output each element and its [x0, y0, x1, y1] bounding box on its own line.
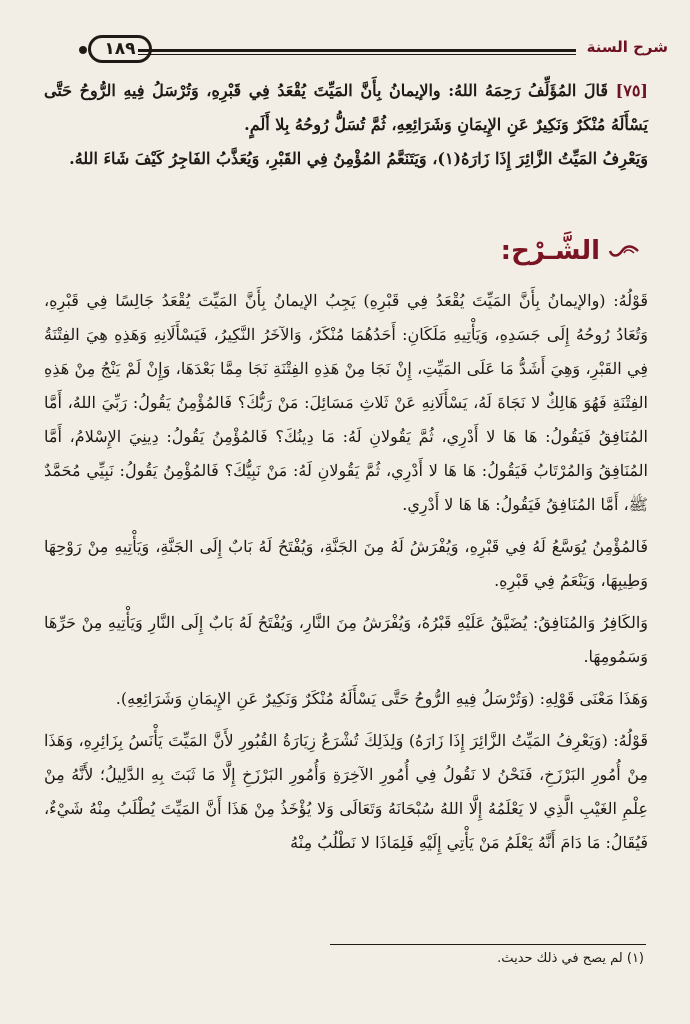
page-header [78, 30, 668, 70]
page-number: ١٨٩ [88, 35, 152, 63]
matn-paragraph-1 [44, 74, 648, 142]
ornament-icon [608, 244, 640, 258]
sharh-paragraph-5: قَوْلُهُ: (وَيَعْرِفُ المَيِّتُ الزَّائِرَ إِذَا زَارَهُ) وَلِذَلِكَ تُشْرَعُ زِيَارَةُ القُبُورِ لأَنَّ المَيِّتَ يَأْنَسُ بِزَائِرِهِ، وَهَذَا مِنْ أُمُورِ البَرْزَخِ، فَنَحْنُ لا نَقُولُ فِي أُمُورِ الآخِرَةِ وَأُمُورِ البَرْزَخِ إِلَّا مَا ثَبَتَ بِهِ الدَّلِيلُ؛ لأَنَّهُ مِنْ عِلْمِ الغَيْبِ الَّذِي لا يَعْلَمُهُ إِلَّا اللهُ سُبْحَانَهُ وَتَعَالَى وَلا يُؤْخَذُ مِنْ هَذَا أَنَّ المَيِّتَ يُطْلَبُ مِنْهُ شَيْءٌ، فَيُقَالُ: مَا دَامَ أَنَّهُ يَعْلَمُ مَنْ يَأْتِي إِلَيْهِ فَلِمَاذَا لا نَطْلُبُ مِنْهُ [44, 731, 648, 852]
sharh-paragraph-3: وَالكَافِرُ وَالمُنَافِقُ: يُضَيَّقُ عَلَيْهِ قَبْرُهُ، وَيُفْرَشُ مِنَ النَّارِ، وَيُفْتَحُ لَهُ بَابٌ إِلَى النَّارِ وَيَأْتِيهِ مِنْ حَرِّهَا وَسَمُومِهَا. [44, 613, 648, 666]
sharh-paragraph-2: فَالمُؤْمِنُ يُوَسَّعُ لَهُ فِي قَبْرِهِ، وَيُفْرَشُ لَهُ مِنَ الجَنَّةِ، وَيُفْتَحُ لَهُ بَابٌ إِلَى الجَنَّةِ، وَيَأْتِيهِ مِنْ رَوْحِهَا وَطِيبِهَا، وَيَنْعَمُ فِي قَبْرِهِ. [44, 537, 648, 590]
matn-line-1: قَالَ المُؤَلِّفُ رَحِمَهُ اللهُ: والإيمانُ بِأَنَّ المَيِّتَ يُقْعَدُ فِي قَبْرِهِ، وَتُرْسَلُ فِيهِ الرُّوحُ حَتَّى يَسْأَلَهُ مُنْكَرٌ وَنَكِيرٌ عَنِ الإِيمَانِ وَشَرَائِعِهِ، ثُمَّ تُسَلُّ رُوحُهُ بِلا أَلَمٍ. [44, 81, 648, 134]
matn-paragraph-2 [44, 142, 648, 176]
header-rule [138, 49, 576, 52]
sharh-title: الشَّـرْح: [500, 236, 600, 266]
matn-line-2: وَيَعْرِفُ المَيِّتُ الزَّائِرَ إِذَا زَارَهُ(١)، وَيَتَنَعَّمُ المُؤْمِنُ فِي القَبْرِ، وَيُعَذَّبُ الفَاجِرُ كَيْفَ شَاءَ اللهُ. [69, 149, 648, 168]
sharh-heading [501, 236, 640, 266]
sharh-paragraph-1: قَوْلُهُ: (والإيمانُ بِأَنَّ المَيِّتَ يُقْعَدُ فِي قَبْرِهِ) يَجِبُ الإيمانُ بِأَنَّ المَيِّتَ يُقْعَدُ جَالِسًا فِي قَبْرِهِ، وَتُعَادُ رُوحُهُ إِلَى جَسَدِهِ، وَيَأْتِيهِ مَلَكَانِ: أَحَدُهُمَا مُنْكَرٌ، وَالآخَرُ النَّكِيرُ، فَيَسْأَلَانِهِ وَهَذِهِ هِيَ الفِتْنَةُ فِي القَبْرِ، وَهِيَ أَشَدُّ مَا عَلَى المَيِّتِ، إِنْ نَجَا مِنْ هَذِهِ الفِتْنَةِ نَجَا مِمَّا بَعْدَهَا، وَإِنْ لَمْ يَنْجُ مِنْ هَذِهِ الفِتْنَةِ فَهُوَ هَالِكٌ لا نَجَاةَ لَهُ، يَسْأَلَانِهِ عَنْ ثَلاثِ مَسَائِلَ: مَنْ رَبُّكَ؟ فَالمُؤْمِنُ يَقُولُ: رَبِّيَ اللهُ، أَمَّا المُنَافِقُ فَيَقُولُ: هَا هَا لا أَدْرِي، ثُمَّ يَقُولانِ لَهُ: مَا دِينُكَ؟ فَالمُؤْمِنُ يَقُولُ: دِينِيَ الإِسْلامُ، أَمَّا المُنَافِقُ وَالمُرْتَابُ فَيَقُولُ: هَا هَا لا أَدْرِي، ثُمَّ يَقُولانِ لَهُ: مَنْ نَبِيُّكَ؟ فَالمُؤْمِنُ يَقُولُ: نَبِيِّي مُحَمَّدٌ ﷺ، أَمَّا المُنَافِقُ فَيَقُولُ: هَا هَا لا أَدْرِي. [44, 291, 648, 514]
matn-text [44, 74, 648, 176]
sharh-body [44, 284, 648, 860]
sharh-paragraph-4: وَهَذَا مَعْنَى قَوْلِهِ: (وَتُرْسَلُ فِيهِ الرُّوحُ حَتَّى يَسْأَلَهُ مُنْكَرٌ وَنَكِيرٌ عَنِ الإِيمَانِ وَشَرَائِعِهِ). [115, 689, 648, 708]
matn-number: [٧٥] [615, 81, 648, 100]
footnote: (١) لم يصح في ذلك حديث. [497, 951, 644, 966]
header-rule-thin [138, 54, 576, 55]
book-title: شرح السنة [586, 38, 668, 56]
footnote-divider [330, 944, 646, 945]
